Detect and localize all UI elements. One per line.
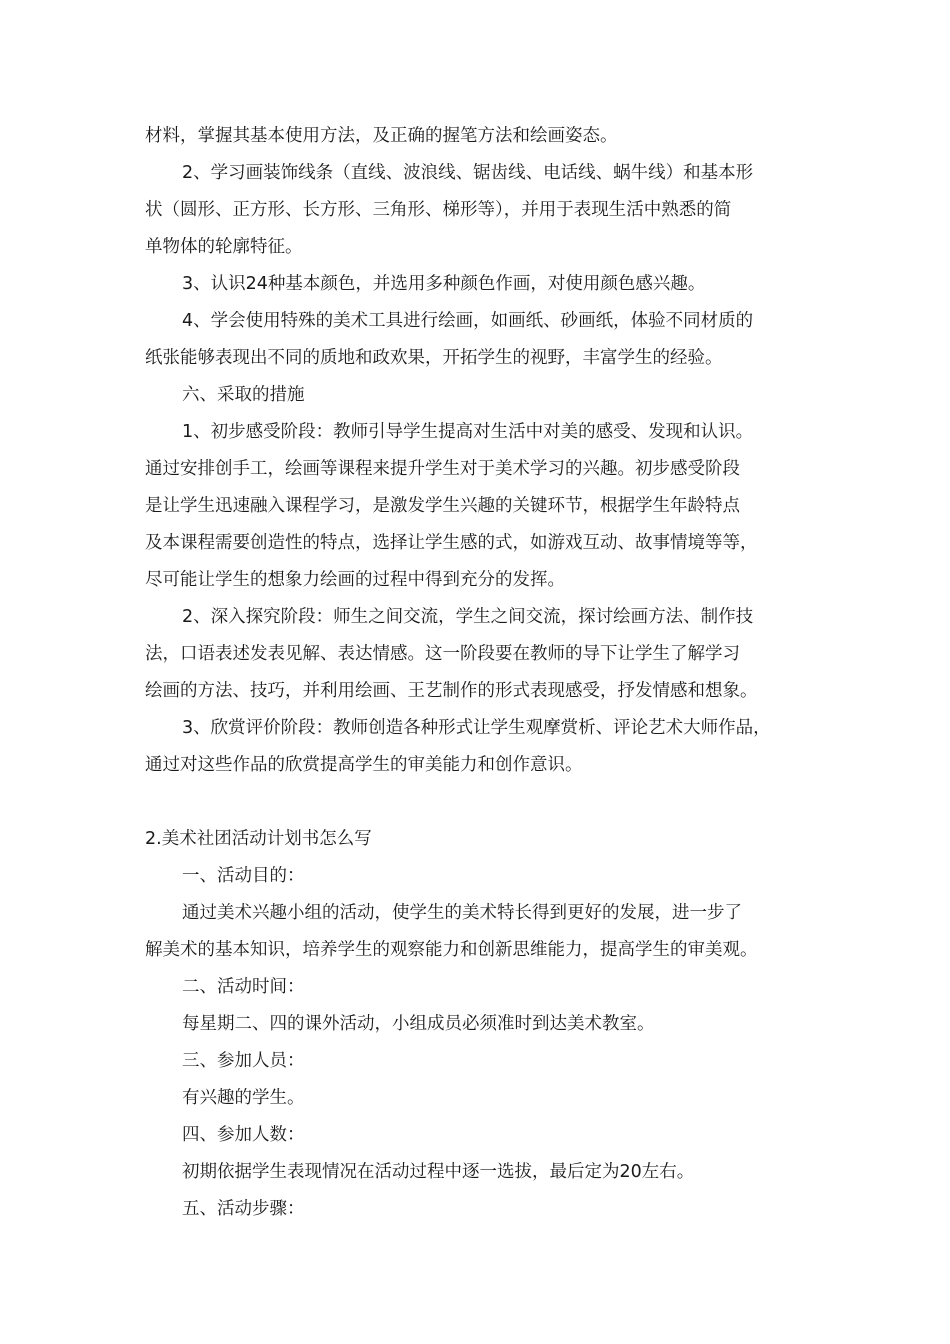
paragraph-line: 通过对这些作品的欣赏提高学生的审美能力和创作意识。 — [145, 755, 583, 775]
paragraph-line: 1、初步感受阶段：教师引导学生提高对生活中对美的感受、发现和认识。 — [182, 422, 754, 442]
paragraph-line: 3、欣赏评价阶段：教师创造各种形式让学生观摩赏析、评论艺术大师作品， — [182, 718, 771, 738]
paragraph-line: 4、学会使用特殊的美术工具进行绘画，如画纸、砂画纸，体验不同材质的 — [182, 311, 754, 331]
paragraph-line: 绘画的方法、技巧，并利用绘画、王艺制作的形式表现感受，抒发情感和想象。 — [145, 681, 758, 701]
document-body — [145, 118, 821, 1228]
paragraph-line: 是让学生迅速融入课程学习，是激发学生兴趣的关键环节，根据学生年龄特点 — [145, 496, 740, 516]
paragraph-line: 状（圆形、正方形、长方形、三角形、梯形等），并用于表现生活中熟悉的简 — [145, 200, 732, 220]
paragraph-line: 材料，掌握其基本使用方法，及正确的握笔方法和绘画姿态。 — [145, 126, 618, 146]
paragraph-line: 2、学习画装饰线条（直线、波浪线、锯齿线、电话线、蜗牛线）和基本形 — [182, 163, 754, 183]
paragraph-line: 每星期二、四的课外活动，小组成员必须准时到达美术教室。 — [182, 1014, 655, 1034]
paragraph-line: 有兴趣的学生。 — [182, 1088, 305, 1108]
paragraph-line: 法，口语表述发表见解、表达情感。这一阶段要在教师的导下让学生了解学习 — [145, 644, 740, 664]
section-heading: 一、活动目的： — [182, 866, 305, 886]
section-heading: 三、参加人员： — [182, 1051, 305, 1071]
section-heading: 四、参加人数： — [182, 1125, 305, 1145]
section-heading: 五、活动步骤： — [182, 1199, 305, 1219]
paragraph-line: 通过安排创手工，绘画等课程来提升学生对于美术学习的兴趣。初步感受阶段 — [145, 459, 740, 479]
blank-gap — [145, 784, 821, 821]
section-heading: 二、活动时间： — [182, 977, 305, 997]
section-heading: 六、采取的措施 — [182, 385, 305, 405]
paragraph-line: 通过美术兴趣小组的活动，使学生的美术特长得到更好的发展，进一步了 — [182, 903, 742, 923]
paragraph-line: 单物体的轮廓特征。 — [145, 237, 303, 257]
paragraph-line: 3、认识24种基本颜色，并选用多种颜色作画，对使用颜色感兴趣。 — [182, 274, 706, 294]
paragraph-line: 尽可能让学生的想象力绘画的过程中得到充分的发挥。 — [145, 570, 565, 590]
article-title: 2.美术社团活动计划书怎么写 — [145, 829, 372, 849]
paragraph-line: 2、深入探究阶段：师生之间交流，学生之间交流，探讨绘画方法、制作技 — [182, 607, 754, 627]
paragraph-line: 解美术的基本知识，培养学生的观察能力和创新思维能力，提高学生的审美观。 — [145, 940, 758, 960]
paragraph-line: 及本课程需要创造性的特点，选择让学生感的式，如游戏互动、故事情境等等， — [145, 533, 758, 553]
paragraph-line: 纸张能够表现出不同的质地和政欢果，开拓学生的视野，丰富学生的经验。 — [145, 348, 723, 368]
paragraph-line: 初期依据学生表现情况在活动过程中逐一选拔，最后定为20左右。 — [182, 1162, 695, 1182]
